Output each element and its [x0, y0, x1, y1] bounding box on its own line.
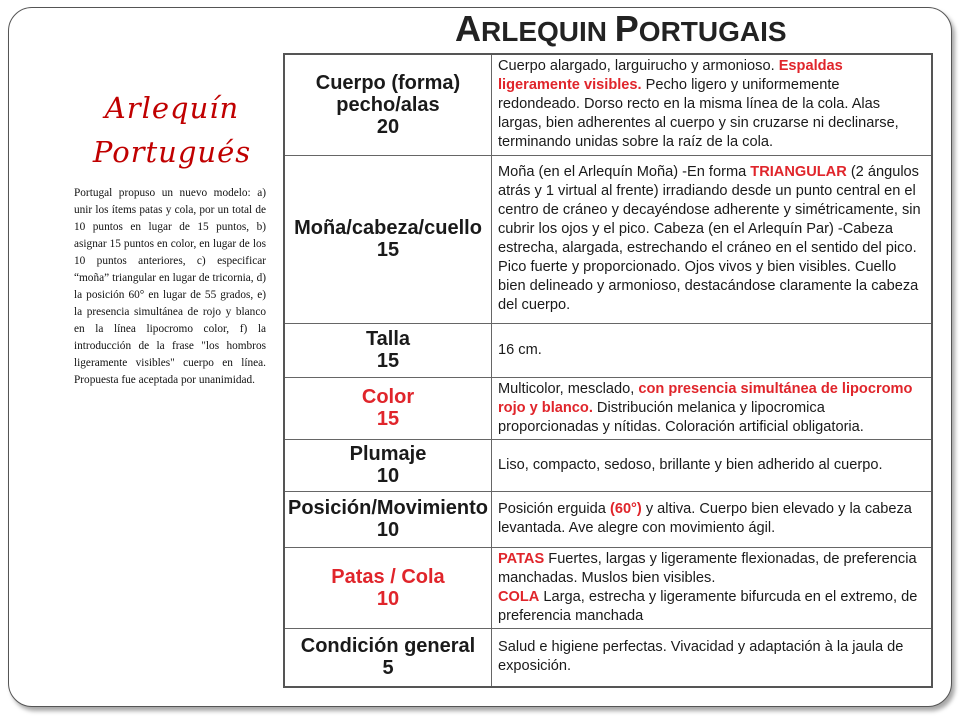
description-cell — [492, 323, 933, 377]
category-cell — [284, 155, 492, 323]
description-text: Fuertes, largas y ligeramente flexionadas, de preferencia manchadas. Muslos bien visibles. — [498, 550, 917, 586]
title-line-2: Portugués — [92, 135, 252, 169]
category-cell — [284, 54, 492, 155]
highlight-text: COLA — [498, 588, 540, 605]
title-ortugais: ORTUGAIS — [638, 16, 787, 47]
category-label: Talla — [365, 328, 411, 350]
category-label: Plumaje — [349, 443, 427, 465]
description-cell — [492, 439, 933, 491]
category-points: 20 — [376, 115, 400, 138]
description-cell — [492, 54, 933, 155]
description-cell — [492, 491, 933, 547]
description-cell — [492, 377, 933, 439]
category-points: 15 — [376, 239, 400, 261]
description-text: y altiva. Cuerpo bien elevado y la cabeza levantada. Ave alegre con movimiento ágil. — [498, 501, 912, 536]
highlight-text: PATAS — [498, 550, 545, 567]
description-text: Distribución melanica y lipocromica proporcionadas y nítidas. Coloración artificial obligatoria. — [498, 399, 864, 435]
title-rlequin: RLEQUIN — [481, 16, 615, 47]
category-cell — [284, 439, 492, 491]
category-points: 15 — [376, 408, 400, 430]
description-text: Posición erguida — [498, 501, 610, 517]
description-cell — [492, 628, 933, 687]
title-cap-p: P — [614, 8, 639, 49]
table-title — [455, 8, 787, 52]
table-row — [284, 155, 932, 323]
table-row — [284, 547, 932, 628]
highlight-text: con presencia simultánea de lipocromo rojo y blanco. — [498, 380, 913, 416]
highlight-text: (60°) — [609, 501, 642, 517]
slide-title — [72, 86, 272, 174]
description-text: Larga, estrecha y ligeramente bifurcuda en el extremo, de preferencia manchada — [498, 588, 918, 624]
category-label: Moña/cabeza/cuello — [294, 217, 482, 239]
description-text: Moña (en el Arlequín Moña) -En forma — [498, 164, 751, 180]
category-label: Color — [361, 386, 415, 408]
standard-table — [283, 53, 933, 688]
title-line-1: Arlequín — [104, 91, 240, 125]
description-cell — [492, 155, 933, 323]
category-points: 15 — [376, 350, 400, 372]
category-cell — [284, 547, 492, 628]
table-row — [284, 323, 932, 377]
description-cell — [492, 547, 933, 628]
category-cell — [284, 377, 492, 439]
category-label: Condición general — [300, 635, 476, 658]
table-row — [284, 377, 932, 439]
category-cell — [284, 323, 492, 377]
category-points: 10 — [376, 465, 400, 487]
description-text: Multicolor, mesclado, — [498, 380, 639, 397]
table-row — [284, 491, 932, 547]
description-text: Cuerpo alargado, larguirucho y armonioso. — [498, 58, 779, 75]
category-label: Cuerpo (forma) pecho/alas — [315, 71, 461, 116]
table-row — [284, 628, 932, 687]
category-points: 10 — [376, 587, 400, 610]
description-text: Pecho ligero y uniformemente redondeado. Dorso recto en la misma línea de la cola. Alas largas, bien adherentes al cuerpo y sin cruzarse ni declinarse, terminando unidas sobre la raíz de la cola. — [498, 77, 899, 151]
description-text: Liso, compacto, sedoso, brillante y bien adherido al cuerpo. — [498, 456, 883, 473]
description-text: (2 ángulos atrás y 1 virtual al frente) irradiando desde un punto central en el centro de cráneo y decayéndose adherente y simétricamente, sin cubrir los ojos y el pico. Cabeza (en el Arlequín Par) -Cabeza estrecha, alargada, estrechando el cráneo en el sentido del pico. Pico fuerte y proporcionado. Ojos vivos y bien visibles. Cuello bien delineado y armonioso, destacándose claramente la cabeza del cuerpo. — [498, 164, 921, 313]
title-cap-a: A — [455, 8, 481, 49]
description-text: 16 cm. — [498, 341, 542, 358]
description-text: Salud e higiene perfectas. Vivacidad y adaptación à la jaula de exposición. — [498, 639, 904, 675]
highlight-text: TRIANGULAR — [750, 164, 847, 180]
highlight-text: Espaldas ligeramente visibles. — [498, 58, 843, 94]
category-points: 10 — [376, 519, 400, 541]
category-cell — [284, 628, 492, 687]
category-points: 5 — [382, 657, 394, 680]
table-row — [284, 54, 932, 155]
category-label: Patas / Cola — [331, 565, 445, 588]
table-row — [284, 439, 932, 491]
category-cell — [284, 491, 492, 547]
description-paragraph: Portugal propuso un nuevo modelo: a) unir los ítems patas y cola, por un total de 10 puntos en lugar de 15 puntos, b) asignar 15 puntos en color, en lugar de los 10 puntos anteriores, c) especificar “moña” triangular en lugar de tricornia, d) la posición 60° en lugar de 55 grados, e) la presencia simultánea de rojo y blanco en la línea lipocromo color, f) la introducción de la frase "los hombros ligeramente visibles" cuerpo en línea. Propuesta fue aceptada por unanimidad. — [74, 187, 266, 386]
category-label: Posición/Movimiento — [287, 497, 489, 519]
